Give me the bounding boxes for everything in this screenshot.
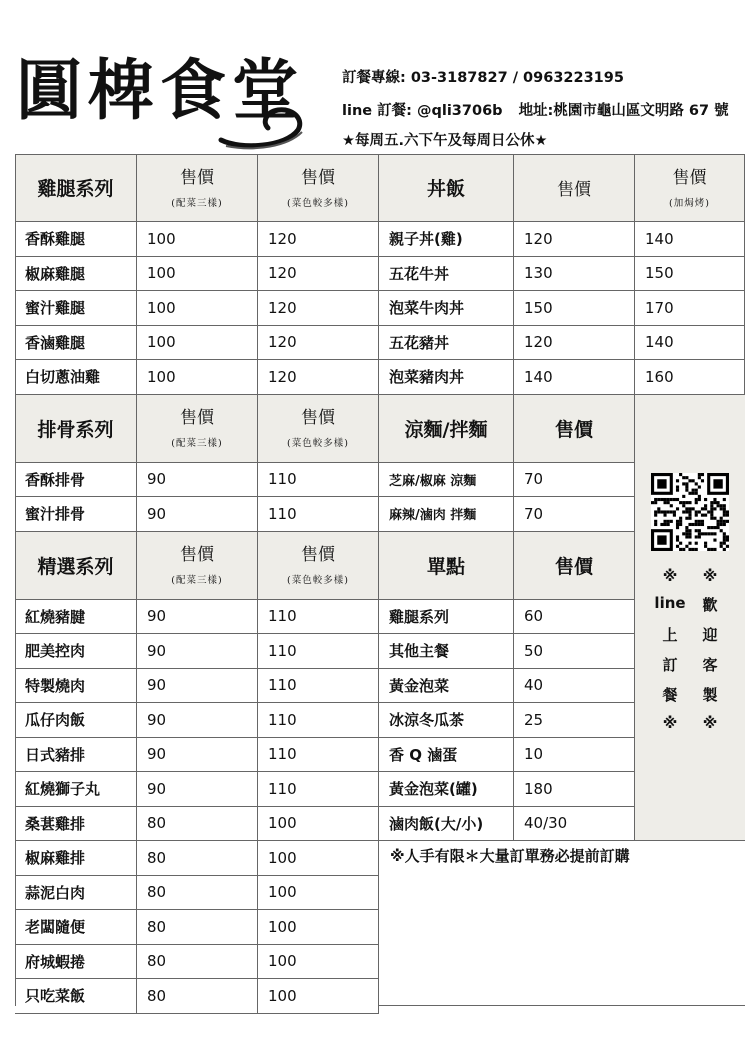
item-price: 170	[645, 298, 674, 317]
price-cell	[258, 945, 379, 980]
price-label: 售價	[557, 180, 591, 200]
item-price: 90	[147, 607, 167, 626]
price-cell	[258, 326, 379, 361]
item-price: 60	[524, 607, 544, 626]
price-cell	[514, 291, 635, 326]
price-header-more-sides	[258, 154, 379, 222]
price-note: (菜色較多樣)	[287, 575, 349, 586]
item-name: 其他主餐	[389, 642, 450, 661]
section-title: 精選系列	[37, 555, 114, 578]
item-name: 黃金泡菜(罐)	[389, 780, 478, 799]
menu-item	[15, 600, 137, 635]
item-price: 120	[268, 367, 297, 386]
price-label: 售價	[672, 167, 707, 188]
price-cell	[258, 841, 379, 876]
menu-item	[15, 876, 137, 911]
item-price: 100	[268, 814, 297, 833]
price-cell	[514, 463, 635, 498]
order-note: ※人手有限＊大量訂單務必提前訂購	[390, 847, 630, 865]
item-price: 40	[524, 676, 544, 695]
line-id: line 訂餐: @qli3706b	[342, 103, 503, 119]
menu-item	[379, 807, 514, 842]
item-name: 肥美控肉	[25, 642, 86, 661]
menu-item	[379, 738, 514, 773]
item-price: 100	[268, 986, 297, 1005]
menu-item	[15, 945, 137, 980]
price-note: (加焗烤)	[669, 197, 710, 209]
qr-caption-char: 歡	[702, 595, 718, 614]
menu-item	[379, 634, 514, 669]
item-price: 100	[268, 883, 297, 902]
qr-panel	[635, 395, 745, 842]
item-name: 親子丼(雞)	[389, 230, 463, 249]
item-name: 蒜泥白肉	[25, 883, 86, 902]
item-name: 老闆隨便	[25, 918, 86, 937]
item-price: 120	[268, 264, 297, 283]
price-cell	[137, 463, 258, 498]
item-price: 100	[268, 917, 297, 936]
item-name: 紅燒獅子丸	[25, 780, 101, 799]
item-price: 100	[147, 367, 176, 386]
menu-item	[15, 669, 137, 704]
price-cell	[514, 807, 635, 842]
item-price: 90	[147, 641, 167, 660]
price-cell	[514, 257, 635, 292]
price-cell	[137, 841, 258, 876]
price-label: 售價	[554, 555, 593, 578]
item-name: 五花牛丼	[389, 264, 450, 283]
price-note: (配菜三樣)	[171, 438, 223, 449]
item-name: 麻辣/滷肉 拌麵	[389, 508, 477, 524]
menu-item	[379, 360, 514, 395]
menu-table	[15, 154, 745, 1006]
item-price: 70	[524, 504, 544, 523]
item-price: 90	[147, 504, 167, 523]
menu-item	[15, 841, 137, 876]
item-name: 雞腿系列	[389, 607, 450, 626]
item-price: 110	[268, 745, 297, 764]
menu-item	[15, 463, 137, 498]
price-cell	[258, 772, 379, 807]
item-name: 桑葚雞排	[25, 814, 86, 833]
line-qr-code-icon[interactable]	[651, 473, 729, 551]
qr-caption-char: line	[654, 593, 686, 612]
menu-item	[15, 497, 137, 532]
section-title: 丼飯	[426, 178, 465, 200]
price-cell	[258, 497, 379, 532]
price-cell	[514, 360, 635, 395]
item-price: 80	[147, 814, 167, 833]
item-name: 香 Q 滷蛋	[389, 745, 458, 764]
item-name: 椒麻雞排	[25, 849, 86, 868]
price-cell	[137, 497, 258, 532]
price-cell	[137, 360, 258, 395]
item-price: 90	[147, 676, 167, 695]
item-name: 冰涼冬瓜茶	[389, 711, 465, 730]
item-price: 90	[147, 470, 167, 489]
item-price: 10	[524, 745, 544, 764]
price-cell	[514, 772, 635, 807]
item-name: 香酥雞腿	[25, 230, 86, 249]
price-cell	[258, 463, 379, 498]
item-price: 50	[524, 641, 544, 660]
price-cell	[137, 945, 258, 980]
qr-caption-char: 上	[662, 625, 678, 644]
brush-swirl-icon	[216, 102, 306, 152]
price-cell	[137, 600, 258, 635]
qr-caption-char: 迎	[702, 625, 718, 644]
menu-item	[15, 703, 137, 738]
price-cell	[258, 669, 379, 704]
item-name: 香酥排骨	[25, 470, 86, 489]
price-cell	[137, 979, 258, 1014]
menu-item	[15, 738, 137, 773]
menu-item	[379, 463, 514, 498]
item-price: 140	[645, 229, 674, 248]
menu-item	[15, 807, 137, 842]
price-cell	[137, 807, 258, 842]
price-header-more-sides	[258, 532, 379, 600]
price-header-3-sides	[137, 395, 258, 463]
price-cell	[258, 257, 379, 292]
price-cell	[137, 910, 258, 945]
item-price: 80	[147, 986, 167, 1005]
section-header-selection	[15, 532, 137, 600]
price-cell	[258, 360, 379, 395]
item-price: 130	[524, 264, 553, 283]
price-note: (配菜三樣)	[171, 197, 223, 209]
price-cell	[514, 738, 635, 773]
price-header-single	[514, 532, 635, 600]
price-cell	[514, 703, 635, 738]
restaurant-logo	[16, 40, 336, 140]
item-price: 80	[147, 883, 167, 902]
section-header-pork-chop	[15, 395, 137, 463]
item-price: 110	[268, 641, 297, 660]
qr-caption-char: ※	[662, 566, 678, 585]
item-price: 90	[147, 710, 167, 729]
price-cell	[514, 326, 635, 361]
price-cell	[514, 669, 635, 704]
item-price: 110	[268, 504, 297, 523]
price-header-donburi	[514, 154, 635, 222]
price-cell	[635, 291, 745, 326]
item-price: 70	[524, 470, 544, 489]
menu-item	[379, 703, 514, 738]
price-cell	[635, 326, 745, 361]
item-price: 110	[268, 470, 297, 489]
price-header-gratin	[635, 154, 745, 222]
section-header-single	[379, 532, 514, 600]
item-name: 瓜仔肉飯	[25, 711, 86, 730]
qr-caption-char: 製	[702, 685, 718, 704]
price-cell	[137, 326, 258, 361]
item-price: 80	[147, 952, 167, 971]
item-price: 140	[524, 367, 553, 386]
item-price: 110	[268, 710, 297, 729]
section-title: 排骨系列	[37, 418, 114, 441]
item-price: 40/30	[524, 814, 568, 833]
qr-caption-char: ※	[662, 713, 678, 732]
menu-item	[15, 772, 137, 807]
price-cell	[258, 807, 379, 842]
price-cell	[258, 291, 379, 326]
qr-caption-char: 餐	[662, 685, 678, 704]
item-name: 滷肉飯(大/小)	[389, 814, 484, 833]
price-label: 售價	[301, 167, 335, 188]
item-name: 只吃菜飯	[25, 987, 86, 1006]
qr-caption-char: ※	[702, 566, 718, 585]
order-phone: 訂餐專線: 03-3187827 / 0963223195	[342, 70, 624, 86]
item-price: 90	[147, 779, 167, 798]
qr-caption-char: ※	[702, 713, 718, 732]
price-cell	[635, 222, 745, 257]
price-header-3-sides	[137, 532, 258, 600]
price-cell	[258, 876, 379, 911]
menu-item	[15, 979, 137, 1014]
price-cell	[514, 497, 635, 532]
price-cell	[635, 360, 745, 395]
price-cell	[137, 772, 258, 807]
item-name: 蜜汁雞腿	[25, 299, 86, 318]
item-price: 150	[645, 264, 674, 283]
item-price: 100	[147, 229, 176, 248]
price-cell	[258, 738, 379, 773]
menu-item	[379, 326, 514, 361]
price-cell	[258, 979, 379, 1014]
price-label: 售價	[554, 418, 593, 441]
item-price: 120	[524, 229, 553, 248]
price-cell	[137, 634, 258, 669]
item-name: 蜜汁排骨	[25, 505, 86, 524]
menu-item	[15, 326, 137, 361]
section-title: 單點	[426, 555, 465, 578]
menu-item	[379, 772, 514, 807]
price-cell	[514, 222, 635, 257]
item-price: 80	[147, 848, 167, 867]
closing-hours: ★每周五.六下午及每周日公休★	[342, 133, 548, 149]
item-price: 120	[268, 298, 297, 317]
price-cell	[258, 634, 379, 669]
item-price: 120	[268, 229, 297, 248]
section-header-drumstick	[15, 154, 137, 222]
section-header-noodles	[379, 395, 514, 463]
item-name: 黃金泡菜	[389, 676, 450, 695]
menu-item	[15, 634, 137, 669]
price-note: (菜色較多樣)	[287, 197, 349, 209]
menu-item	[15, 257, 137, 292]
menu-item	[15, 910, 137, 945]
item-name: 府城蝦捲	[25, 952, 86, 971]
item-price: 110	[268, 779, 297, 798]
item-price: 100	[147, 333, 176, 352]
menu-item	[379, 600, 514, 635]
item-name: 日式豬排	[25, 745, 86, 764]
price-cell	[258, 910, 379, 945]
item-price: 120	[268, 333, 297, 352]
item-name: 香滷雞腿	[25, 333, 86, 352]
menu-item	[379, 669, 514, 704]
item-name: 泡菜牛肉丼	[389, 299, 465, 318]
price-note: (菜色較多樣)	[287, 438, 349, 449]
welcome-custom-order-text	[650, 567, 730, 732]
section-header-donburi	[379, 154, 514, 222]
price-cell	[137, 876, 258, 911]
price-label: 售價	[180, 545, 214, 565]
item-price: 150	[524, 298, 553, 317]
price-cell	[258, 703, 379, 738]
menu-item	[15, 222, 137, 257]
item-price: 100	[268, 952, 297, 971]
logo-text: 圓椑食堂	[16, 51, 304, 129]
item-name: 椒麻雞腿	[25, 264, 86, 283]
item-name: 白切蔥油雞	[25, 368, 101, 387]
price-cell	[514, 634, 635, 669]
price-cell	[258, 600, 379, 635]
price-cell	[514, 600, 635, 635]
menu-item	[379, 291, 514, 326]
item-name: 芝麻/椒麻 涼麵	[389, 473, 477, 489]
price-cell	[137, 703, 258, 738]
item-price: 100	[147, 298, 176, 317]
price-header-noodles	[514, 395, 635, 463]
menu-item	[379, 497, 514, 532]
menu-item	[379, 222, 514, 257]
address: 地址:桃園市龜山區文明路 67 號	[518, 103, 729, 119]
item-price: 110	[268, 607, 297, 626]
price-label: 售價	[301, 545, 335, 565]
menu-item	[15, 291, 137, 326]
qr-caption-char: 客	[702, 655, 718, 674]
item-price: 25	[524, 710, 544, 729]
price-cell	[137, 291, 258, 326]
item-price: 110	[268, 676, 297, 695]
item-price: 80	[147, 917, 167, 936]
price-cell	[635, 257, 745, 292]
menu-item	[15, 360, 137, 395]
price-label: 售價	[180, 167, 214, 188]
price-header-3-sides	[137, 154, 258, 222]
item-name: 五花豬丼	[389, 333, 450, 352]
price-header-more-sides	[258, 395, 379, 463]
item-price: 90	[147, 745, 167, 764]
price-cell	[137, 738, 258, 773]
price-cell	[258, 222, 379, 257]
section-title: 雞腿系列	[37, 178, 114, 200]
qr-caption-char: 訂	[662, 655, 678, 674]
item-price: 180	[524, 779, 553, 798]
item-name: 紅燒豬腱	[25, 607, 86, 626]
line-and-address	[342, 99, 729, 120]
price-label: 售價	[301, 408, 335, 428]
menu-item	[379, 257, 514, 292]
item-name: 泡菜豬肉丼	[389, 368, 465, 387]
price-cell	[137, 257, 258, 292]
price-cell	[137, 222, 258, 257]
item-price: 100	[147, 264, 176, 283]
item-price: 160	[645, 367, 674, 386]
price-label: 售價	[180, 408, 214, 428]
item-price: 140	[645, 333, 674, 352]
price-cell	[137, 669, 258, 704]
section-title: 涼麵/拌麵	[404, 418, 488, 441]
item-price: 100	[268, 848, 297, 867]
item-name: 特製燒肉	[25, 676, 86, 695]
price-note: (配菜三樣)	[171, 575, 223, 586]
item-price: 120	[524, 333, 553, 352]
